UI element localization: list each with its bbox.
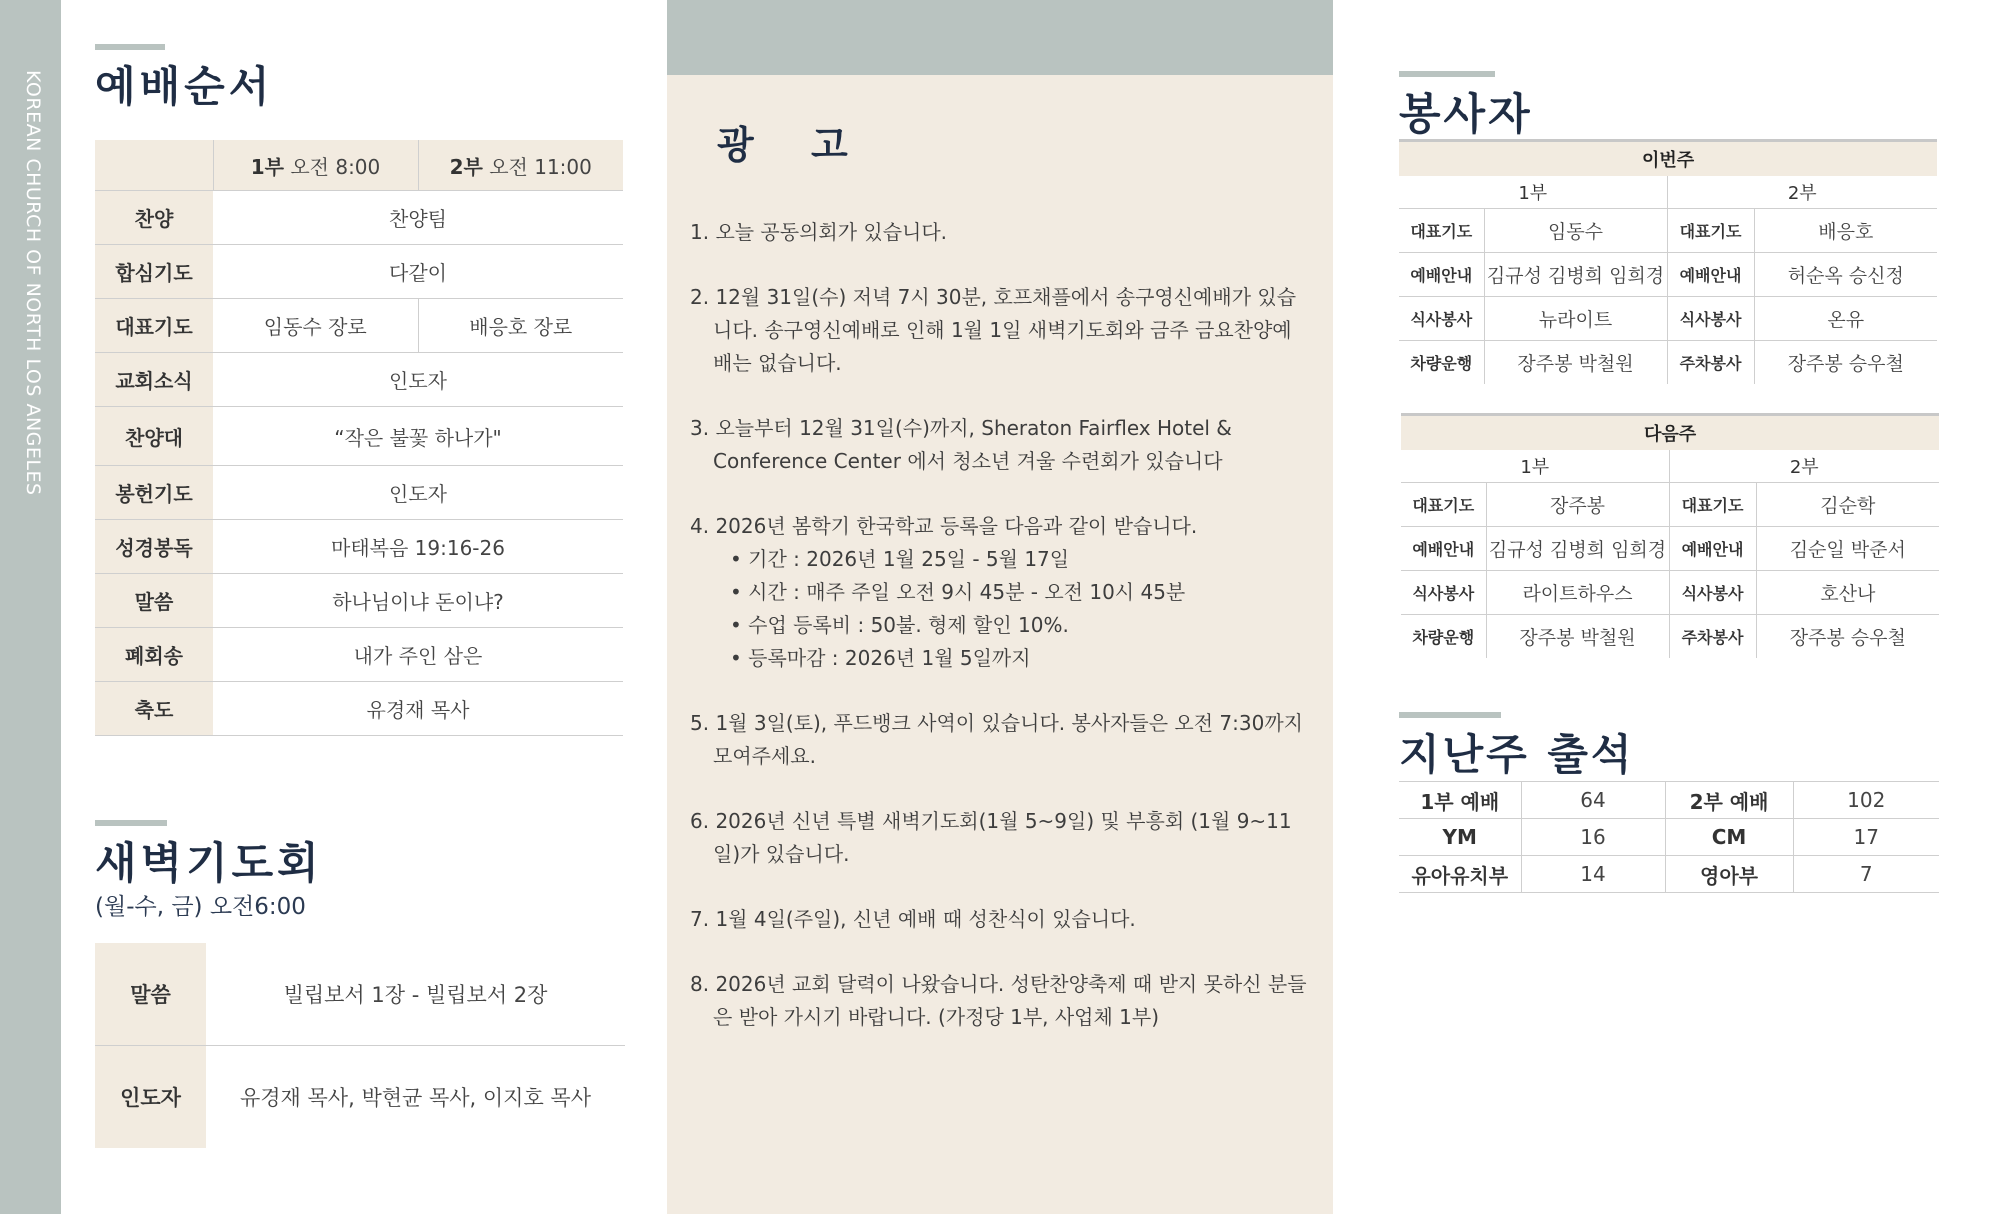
row-value: 인도자 <box>213 466 623 520</box>
bullet-item: • 수업 등록비 : 50불. 형제 할인 10%. <box>713 609 1310 642</box>
volunteer-name: 장주봉 박철원 <box>1486 615 1669 659</box>
group-label: 1부 예배 <box>1399 782 1521 819</box>
table-row <box>95 191 623 245</box>
role-label: 식사봉사 <box>1399 297 1484 341</box>
bullet-item: • 기간 : 2026년 1월 25일 - 5월 17일 <box>713 543 1310 576</box>
dawn-prayer-table <box>95 943 625 1148</box>
row-label: 찬양대 <box>95 407 213 466</box>
row-value: 유경재 목사 <box>213 682 623 736</box>
table-row <box>1399 209 1937 253</box>
row-value: 다같이 <box>213 245 623 299</box>
role-label: 식사봉사 <box>1667 297 1754 341</box>
row-label: 교회소식 <box>95 353 213 407</box>
volunteer-name: 장주봉 승우철 <box>1756 615 1939 659</box>
announcement-item: 2. 12월 31일(수) 저녁 7시 30분, 호프채플에서 송구영신예배가 있습니다. 송구영신예배로 인해 1월 1일 새벽기도회와 금주 금요찬양예배는 없습니다. <box>690 285 1297 375</box>
role-label: 대표기도 <box>1669 483 1756 527</box>
row-label: 합심기도 <box>95 245 213 299</box>
announcement-item: 5. 1월 3일(토), 푸드뱅크 사역이 있습니다. 봉사자들은 오전 7:30까지 모여주세요. <box>690 711 1303 768</box>
week-header-row <box>1401 415 1939 451</box>
table-row <box>1399 856 1939 893</box>
announcement-item <box>690 510 1310 675</box>
role-label: 식사봉사 <box>1401 571 1486 615</box>
volunteer-name: 허순옥 승신정 <box>1754 253 1937 297</box>
volunteer-name: 김순학 <box>1756 483 1939 527</box>
row-value: 유경재 목사, 박현균 목사, 이지호 목사 <box>239 1086 592 1110</box>
announcements-top-band <box>667 0 1333 75</box>
row-value: 하나님이냐 돈이냐? <box>213 574 623 628</box>
table-row <box>1401 571 1939 615</box>
announcement-text: 4. 2026년 봄학기 한국학교 등록을 다음과 같이 받습니다. <box>690 514 1198 538</box>
announcements-title: 광 고 <box>717 122 870 167</box>
row-label: 인도자 <box>95 1046 206 1149</box>
row-label: 대표기도 <box>95 299 213 353</box>
volunteer-name: 김규성 김병희 임희경 <box>1486 527 1669 571</box>
announcement-bullets <box>713 543 1310 675</box>
part-2-label: 2부 <box>1669 450 1939 483</box>
row-label: 폐회송 <box>95 628 213 682</box>
table-row <box>1401 527 1939 571</box>
role-label: 대표기도 <box>1399 209 1484 253</box>
volunteers-accent-bar <box>1399 71 1495 77</box>
next-week-label: 다음주 <box>1401 415 1939 451</box>
table-row <box>1399 819 1939 856</box>
volunteer-name: 장주봉 <box>1486 483 1669 527</box>
part-1-label: 1부 <box>1401 450 1669 483</box>
role-label: 대표기도 <box>1667 209 1754 253</box>
row-label: 축도 <box>95 682 213 736</box>
church-name-vertical: KOREAN CHURCH OF NORTH LOS ANGELES <box>22 70 44 496</box>
bullet-item: • 시간 : 매주 주일 오전 9시 45분 - 오전 10시 45분 <box>713 576 1310 609</box>
worship-accent-bar <box>95 44 165 50</box>
table-row <box>95 245 623 299</box>
table-row <box>95 1046 625 1149</box>
part-header-row <box>1401 450 1939 483</box>
announcement-item: 1. 오늘 공동의회가 있습니다. <box>690 220 948 244</box>
table-row <box>95 520 623 574</box>
group-label: 유아유치부 <box>1399 856 1521 893</box>
role-label: 식사봉사 <box>1669 571 1756 615</box>
row-label: 성경봉독 <box>95 520 213 574</box>
part-2-label: 2부 <box>1667 176 1937 209</box>
service-2-header: 2부 오전 11:00 <box>418 140 623 191</box>
attendance-count: 7 <box>1793 856 1939 893</box>
volunteer-name: 호산나 <box>1756 571 1939 615</box>
row-value: 인도자 <box>213 353 623 407</box>
table-row <box>95 466 623 520</box>
volunteer-name: 라이트하우스 <box>1486 571 1669 615</box>
week-header-row <box>1399 141 1937 177</box>
volunteer-name: 김규성 김병희 임희경 <box>1484 253 1667 297</box>
attendance-count: 16 <box>1521 819 1665 856</box>
row-label: 찬양 <box>95 191 213 245</box>
group-label: 영아부 <box>1665 856 1793 893</box>
dawn-accent-bar <box>95 820 167 826</box>
bullet-item: • 등록마감 : 2026년 1월 5일까지 <box>713 642 1310 675</box>
row-value: 찬양팀 <box>213 191 623 245</box>
worship-order-table <box>95 140 623 736</box>
table-row <box>95 628 623 682</box>
volunteer-name: 김순일 박준서 <box>1756 527 1939 571</box>
attendance-count: 102 <box>1793 782 1939 819</box>
group-label: CM <box>1665 819 1793 856</box>
worship-header-row <box>95 140 623 191</box>
sidebar <box>0 0 61 1214</box>
table-row <box>1399 297 1937 341</box>
header-empty-cell <box>95 140 213 191</box>
row-label: 봉헌기도 <box>95 466 213 520</box>
announcements-list <box>690 216 1310 1066</box>
volunteers-next-week-table <box>1401 413 1939 658</box>
volunteer-name: 장주봉 박철원 <box>1484 341 1667 385</box>
part-1-label: 1부 <box>1399 176 1667 209</box>
table-row <box>95 353 623 407</box>
volunteer-name: 온유 <box>1754 297 1937 341</box>
volunteers-title: 봉사자 <box>1399 90 1533 140</box>
role-label: 예배안내 <box>1669 527 1756 571</box>
dawn-schedule: (월-수, 금) 오전6:00 <box>95 894 306 920</box>
volunteer-name: 임동수 <box>1484 209 1667 253</box>
row-label: 말씀 <box>95 574 213 628</box>
role-label: 예배안내 <box>1667 253 1754 297</box>
attendance-count: 64 <box>1521 782 1665 819</box>
role-label: 차량운행 <box>1412 628 1475 647</box>
table-row <box>95 943 625 1046</box>
this-week-label: 이번주 <box>1399 141 1937 177</box>
announcement-item: 7. 1월 4일(주일), 신년 예배 때 성찬식이 있습니다. <box>690 907 1136 931</box>
announcement-item: 8. 2026년 교회 달력이 나왔습니다. 성탄찬양축제 때 받지 못하신 분들은 받아 가시기 바랍니다. (가정당 1부, 사업체 1부) <box>690 972 1307 1029</box>
attendance-accent-bar <box>1399 712 1501 718</box>
attendance-title: 지난주 출석 <box>1399 730 1635 779</box>
table-row <box>1401 615 1939 659</box>
row-value: 빌립보서 1장 - 빌립보서 2장 <box>206 943 625 1046</box>
table-row <box>1399 341 1937 385</box>
row-label: 말씀 <box>95 943 206 1046</box>
volunteer-name: 장주봉 승우철 <box>1754 341 1937 385</box>
volunteer-name: 뉴라이트 <box>1484 297 1667 341</box>
service-1-header: 1부 오전 8:00 <box>213 140 418 191</box>
attendance-count: 14 <box>1521 856 1665 893</box>
role-label: 예배안내 <box>1399 253 1484 297</box>
table-row <box>1399 253 1937 297</box>
row-value: 마태복음 19:16-26 <box>213 520 623 574</box>
volunteer-name: 배응호 <box>1754 209 1937 253</box>
dawn-title: 새벽기도회 <box>95 839 323 889</box>
table-row <box>95 574 623 628</box>
volunteers-this-week-table <box>1399 139 1937 384</box>
part-header-row <box>1399 176 1937 209</box>
role-label: 차량운행 <box>1410 354 1473 373</box>
row-value: “작은 불꽃 하나가" <box>213 407 623 466</box>
role-label: 주차봉사 <box>1667 341 1754 385</box>
attendance-count: 17 <box>1793 819 1939 856</box>
table-row <box>1399 782 1939 819</box>
row-value: 내가 주인 삼은 <box>213 628 623 682</box>
row-value-service-2: 배응호 장로 <box>418 299 623 353</box>
row-value-service-1: 임동수 장로 <box>213 299 418 353</box>
attendance-table <box>1399 781 1939 893</box>
role-label: 예배안내 <box>1401 527 1486 571</box>
role-label: 주차봉사 <box>1669 615 1756 659</box>
worship-title: 예배순서 <box>95 62 274 111</box>
table-row <box>95 407 623 466</box>
announcement-item: 3. 오늘부터 12월 31일(수)까지, Sheraton Fairflex Hotel & Conference Center 에서 청소년 겨울 수련회가 있습니다 <box>690 416 1232 473</box>
role-label: 대표기도 <box>1401 483 1486 527</box>
table-row <box>95 682 623 736</box>
table-row <box>95 299 623 353</box>
announcement-item: 6. 2026년 신년 특별 새벽기도회(1월 5~9일) 및 부흥회 (1월 9~11일)가 있습니다. <box>690 809 1292 866</box>
announcements-panel <box>667 0 1333 1214</box>
table-row <box>1401 483 1939 527</box>
group-label: YM <box>1399 819 1521 856</box>
group-label: 2부 예배 <box>1665 782 1793 819</box>
